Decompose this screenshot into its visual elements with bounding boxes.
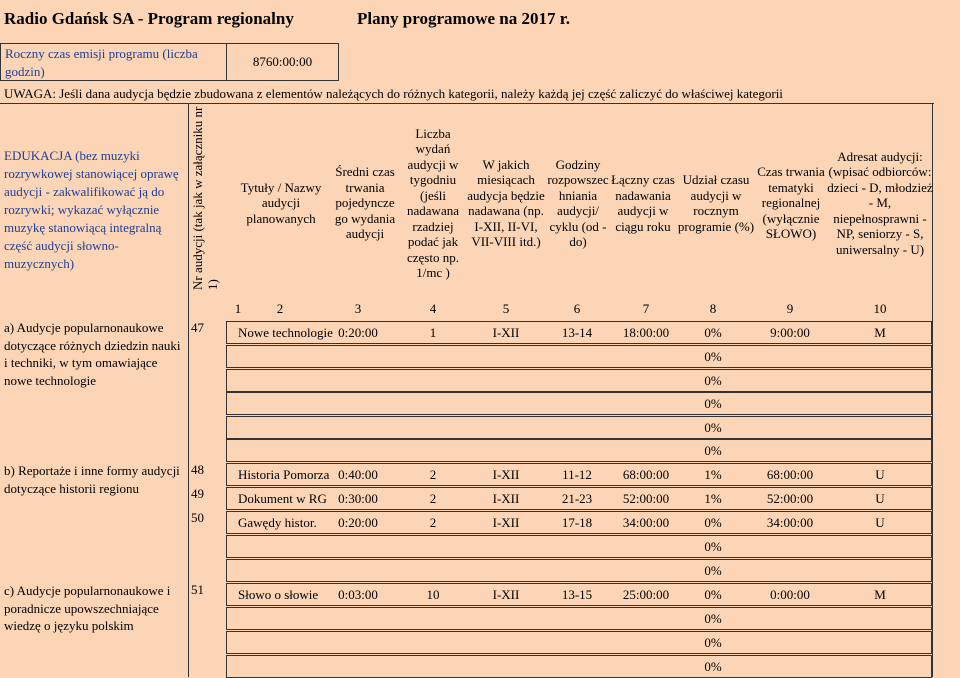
column-number-9: 9: [786, 301, 794, 316]
cell-share: 0%: [704, 587, 722, 602]
cell-hours: 11-12: [562, 467, 592, 482]
row-number: 50: [191, 510, 204, 525]
cell-audience: M: [874, 587, 886, 602]
category-c: c) Audycje popularnonaukowe i poradnicze upowszechniające wiedzę o języku polskim: [4, 583, 171, 633]
cell-total: 52:00:00: [622, 491, 670, 506]
row-number: 47: [191, 320, 204, 335]
row-number: 48: [191, 462, 204, 477]
row-cell-box[interactable]: [226, 559, 932, 582]
table-top-border: [0, 103, 934, 104]
column-number-5: 5: [502, 301, 510, 316]
row-cell-box[interactable]: [226, 416, 932, 439]
cell-hours: 21-23: [561, 491, 593, 506]
column-header-6: Godziny rozpowszec hniania audycji/ cyklu (od - do): [547, 156, 609, 249]
table-row: [188, 630, 932, 654]
cell-total: 25:00:00: [622, 587, 670, 602]
table-row: [188, 438, 932, 462]
cell-title: Dokument w RG: [238, 491, 327, 506]
page-title: Radio Gdańsk SA - Program regionalny: [4, 9, 294, 28]
cell-per-week: 10: [426, 587, 440, 602]
column-number-4: 4: [429, 301, 437, 316]
table-row: [188, 558, 932, 582]
column-number-3: 3: [354, 301, 362, 316]
row-cell-box[interactable]: [226, 345, 932, 368]
cell-share: 0%: [704, 515, 722, 530]
cell-hours: 17-18: [561, 515, 593, 530]
row-cell-box[interactable]: [226, 535, 932, 558]
cell-title: Nowe technologie: [238, 325, 333, 340]
cell-total: 18:00:00: [622, 325, 670, 340]
education-header: EDUKACJA (bez muzyki rozrywkowej stanowiącej oprawę audycji - zakwalifikować ją do rozrywki; wykazać wyłącznie muzykę stanowiącą integralną część audycji słowno-muzycznych): [4, 148, 179, 271]
row-cell-box[interactable]: [226, 655, 932, 678]
row-number: 49: [191, 486, 204, 501]
column-header-7: Łączny czas nadawania audycji w ciągu roku: [611, 172, 675, 234]
cell-regional: 34:00:00: [766, 515, 814, 530]
column-header-8: Udział czasu audycji w rocznym programie (%): [677, 172, 755, 234]
page-subtitle: Plany programowe na 2017 r.: [357, 9, 570, 28]
column-number-10: 10: [873, 301, 887, 316]
cell-regional: 9:00:00: [770, 325, 810, 340]
cell-share: 0%: [704, 563, 722, 578]
cell-months: I-XII: [492, 491, 520, 506]
cell-avg: 0:03:00: [338, 587, 378, 602]
table-row: [188, 344, 932, 368]
cell-share: 0%: [704, 420, 722, 435]
row-cell-box[interactable]: [226, 369, 932, 392]
cell-per-week: 2: [429, 491, 437, 506]
column-number-2: 2: [276, 301, 284, 316]
column-number-1: 1: [234, 301, 242, 316]
annual-time-value[interactable]: 8760:00:00: [227, 43, 339, 81]
annual-time-label: Roczny czas emisji programu (liczba godzin): [0, 43, 227, 81]
cell-months: I-XII: [492, 515, 520, 530]
column-header-9: Czas trwania tematyki regionalnej (wyłącznie SŁOWO): [757, 164, 825, 242]
column-header-5: W jakich miesiącach audycja będzie nadawana (np. I-XII, II-VI, VII-VIII itd.): [467, 156, 545, 249]
note-text: UWAGA: Jeśli dana audycja będzie zbudowana z elementów należących do różnych kategorii, należy każdą jej część zaliczyć do właściwej kategorii: [4, 86, 783, 101]
table-row: [188, 320, 932, 344]
cell-audience: U: [875, 515, 885, 530]
cell-per-week: 2: [429, 515, 437, 530]
column-header-3: Średni czas trwania pojedyncze go wydania audycji: [334, 164, 396, 242]
table-row: [188, 391, 932, 415]
category-b: b) Reportaże i inne formy audycji dotyczące historii regionu: [4, 463, 180, 496]
column-header-10: Adresat audycji: (wpisać odbiorców: dzieci - D, młodzież - M, niepełnosprawni - NP, seniorzy - S, uniwersalny - U): [827, 148, 933, 257]
cell-share: 0%: [704, 539, 722, 554]
cell-months: I-XII: [492, 587, 520, 602]
cell-regional: 52:00:00: [766, 491, 814, 506]
row-cell-box[interactable]: [226, 392, 932, 415]
cell-avg: 0:20:00: [338, 325, 378, 340]
table-row: [188, 462, 932, 486]
cell-share: 0%: [704, 443, 722, 458]
row-cell-box[interactable]: [226, 607, 932, 630]
cell-hours: 13-15: [561, 587, 593, 602]
table-row: [188, 534, 932, 558]
cell-avg: 0:40:00: [338, 467, 378, 482]
table-row: [188, 510, 932, 534]
cell-per-week: 2: [429, 467, 437, 482]
cell-total: 34:00:00: [622, 515, 670, 530]
cell-share: 0%: [704, 635, 722, 650]
column-header-4: Liczba wydań audycji w tygodniu (jeśli nadawana rzadziej podać jak często np. 1/mc ): [407, 125, 459, 280]
column-header-2: Tytuły / Nazwy audycji planowanych: [240, 179, 322, 226]
column-number-7: 7: [642, 301, 650, 316]
cell-share: 0%: [704, 611, 722, 626]
cell-avg: 0:30:00: [338, 491, 378, 506]
table-row: [188, 654, 932, 678]
column-header-nr: Nr audycji (tak jak w załączniku nr 1): [190, 106, 220, 290]
cell-avg: 0:20:00: [338, 515, 378, 530]
cell-share: 0%: [704, 659, 722, 674]
cell-regional: 0:00:00: [770, 587, 810, 602]
cell-share: 0%: [704, 349, 722, 364]
cell-title: Historia Pomorza: [238, 467, 330, 482]
category-a: a) Audycje popularnonaukowe dotyczące różnych dziedzin nauki i techniki, w tym omawiające nowe technologie: [4, 320, 181, 388]
cell-hours: 13-14: [561, 325, 593, 340]
cell-months: I-XII: [492, 325, 520, 340]
cell-share: 0%: [704, 396, 722, 411]
cell-audience: M: [874, 325, 886, 340]
column-number-6: 6: [573, 301, 581, 316]
cell-share: 0%: [704, 325, 722, 340]
row-cell-box[interactable]: [226, 439, 932, 462]
cell-audience: U: [875, 467, 885, 482]
table-row: [188, 582, 932, 606]
table-row: [188, 606, 932, 630]
cell-audience: U: [875, 491, 885, 506]
row-cell-box[interactable]: [226, 631, 932, 654]
cell-title: Słowo o słowie: [238, 587, 319, 602]
table-row: [188, 415, 932, 439]
column-number-8: 8: [709, 301, 717, 316]
table-row: [188, 486, 932, 510]
cell-share: 1%: [704, 491, 722, 506]
cell-total: 68:00:00: [622, 467, 670, 482]
row-number: 51: [191, 582, 204, 597]
cell-per-week: 1: [429, 325, 437, 340]
table-row: [188, 368, 932, 392]
cell-share: 0%: [704, 373, 722, 388]
cell-months: I-XII: [492, 467, 520, 482]
cell-share: 1%: [704, 467, 722, 482]
cell-title: Gawędy histor.: [238, 515, 317, 530]
cell-regional: 68:00:00: [766, 467, 814, 482]
